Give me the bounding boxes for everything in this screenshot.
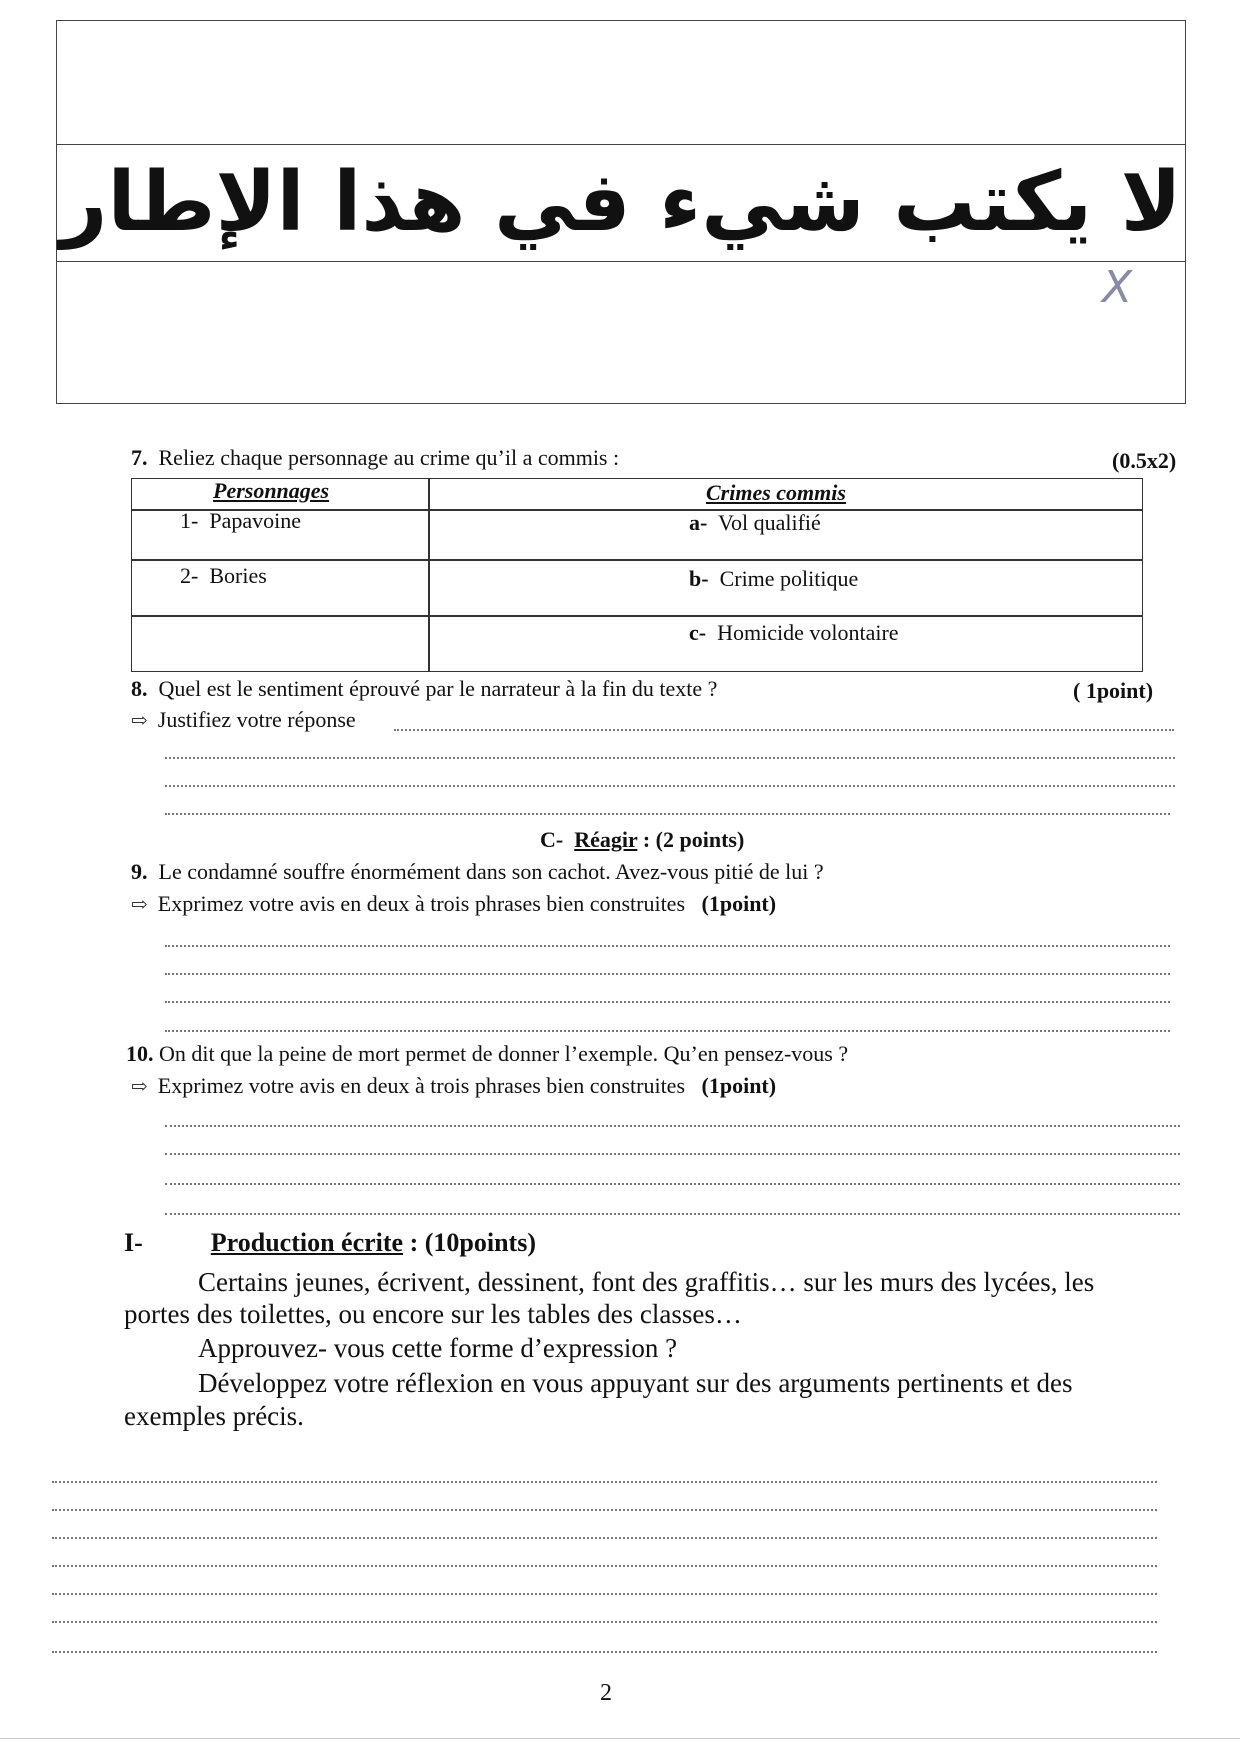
answer-line[interactable] <box>165 1030 1170 1032</box>
question-text: Le condamné souffre énormément dans son cachot. Avez-vous pitié de lui ? <box>158 859 824 884</box>
character-index: 1- <box>180 508 199 533</box>
question-text: Quel est le sentiment éprouvé par le narrateur à la fin du texte ? <box>158 676 718 701</box>
answer-line[interactable] <box>52 1593 1157 1595</box>
character-row <box>180 563 267 589</box>
character-index: 2- <box>180 563 199 588</box>
instruction-text: Exprimez votre avis en deux à trois phrases bien construites <box>157 891 686 916</box>
answer-line[interactable] <box>165 1153 1180 1155</box>
page-number: 2 <box>600 1680 612 1706</box>
character-name: Bories <box>209 563 267 588</box>
arrow-right-icon: ⇨ <box>131 710 148 732</box>
prompt-line: Certains jeunes, écrivent, dessinent, font des graffitis… sur les murs des lycées, les <box>198 1267 1095 1297</box>
header-divider <box>56 144 1186 145</box>
section-prefix: I- <box>124 1228 143 1257</box>
header-divider <box>56 261 1186 262</box>
instruction <box>131 890 776 919</box>
grader-mark: X <box>1102 262 1133 313</box>
prompt-line: Approuvez- vous cette forme d’expression ? <box>198 1333 678 1363</box>
question-8 <box>131 675 717 703</box>
character-name: Papavoine <box>209 508 301 533</box>
instruction <box>131 1072 776 1101</box>
section-name: Réagir <box>574 827 638 852</box>
section-name: Production écrite <box>210 1228 404 1257</box>
arabic-notice: لا يكتب شيء في هذا الإطار <box>60 155 1182 250</box>
prompt-line: exemples précis. <box>124 1401 304 1431</box>
question-points: ( 1point) <box>1073 678 1154 703</box>
answer-line[interactable] <box>165 813 1170 815</box>
question-number: 10. <box>126 1041 154 1066</box>
prompt-line: portes des toilettes, ou encore sur les tables des classes… <box>124 1299 742 1329</box>
answer-line[interactable] <box>165 1183 1180 1185</box>
question-number: 7. <box>131 445 148 470</box>
instruction-text: Justifiez votre réponse <box>157 707 356 732</box>
character-row <box>180 508 301 534</box>
question-10 <box>126 1040 848 1068</box>
production-title <box>124 1228 536 1258</box>
section-points: : (10points) <box>409 1228 536 1257</box>
question-text: Reliez chaque personnage au crime qu’il a commis : <box>158 445 620 470</box>
page-edge <box>0 1738 1240 1739</box>
answer-line[interactable] <box>165 945 1170 947</box>
arrow-right-icon: ⇨ <box>131 1076 148 1098</box>
table-header-characters: Personnages <box>213 478 330 503</box>
question-number: 8. <box>131 676 148 701</box>
table-header-crimes: Crimes commis <box>706 480 846 505</box>
answer-line[interactable] <box>165 785 1175 787</box>
prompt-line: Développez votre réflexion en vous appuyant sur des arguments pertinents et des <box>198 1368 1073 1398</box>
arrow-right-icon: ⇨ <box>131 894 148 916</box>
crime-index: a- <box>689 510 708 535</box>
section-points: : (2 points) <box>642 827 745 852</box>
instruction-points: (1point) <box>701 1073 777 1098</box>
answer-line[interactable] <box>394 729 1174 731</box>
question-7 <box>131 444 619 472</box>
crime-row <box>689 510 821 536</box>
instruction <box>131 706 356 735</box>
answer-line[interactable] <box>165 1125 1180 1127</box>
instruction-text: Exprimez votre avis en deux à trois phrases bien construites <box>157 1073 686 1098</box>
answer-line[interactable] <box>52 1651 1157 1653</box>
answer-line[interactable] <box>52 1509 1157 1511</box>
answer-line[interactable] <box>52 1481 1157 1483</box>
answer-line[interactable] <box>165 1001 1170 1003</box>
answer-line[interactable] <box>52 1565 1157 1567</box>
crime-row <box>689 566 858 592</box>
instruction-points: (1point) <box>701 891 777 916</box>
crime-label: Vol qualifié <box>717 510 821 535</box>
question-text: On dit que la peine de mort permet de donner l’exemple. Qu’en pensez-vous ? <box>159 1041 849 1066</box>
answer-line[interactable] <box>52 1537 1157 1539</box>
crime-row <box>689 620 899 646</box>
crime-label: Homicide volontaire <box>717 620 899 645</box>
crime-index: c- <box>689 620 707 645</box>
question-number: 9. <box>131 859 148 884</box>
question-9 <box>131 858 824 886</box>
question-points: (0.5x2) <box>1112 448 1177 473</box>
section-prefix: C- <box>540 827 564 852</box>
section-c-title <box>540 827 744 853</box>
crime-index: b- <box>689 566 709 591</box>
answer-line[interactable] <box>52 1621 1157 1623</box>
crime-label: Crime politique <box>719 566 859 591</box>
answer-line[interactable] <box>165 757 1175 759</box>
answer-line[interactable] <box>165 1213 1180 1215</box>
answer-line[interactable] <box>165 973 1170 975</box>
